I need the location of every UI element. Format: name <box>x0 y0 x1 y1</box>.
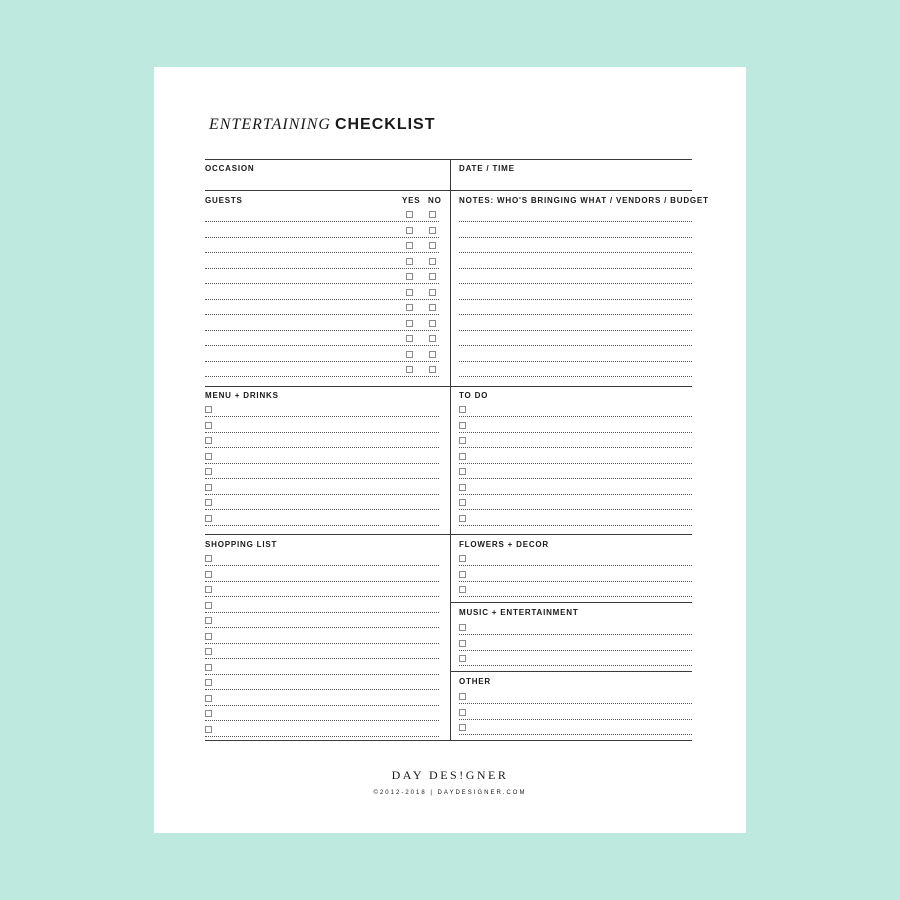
todo-item-line[interactable] <box>459 447 692 448</box>
menu-item-checkbox[interactable] <box>205 437 212 444</box>
notes-line[interactable] <box>459 268 692 269</box>
menu-item-checkbox[interactable] <box>205 406 212 413</box>
shopping-item-checkbox[interactable] <box>205 664 212 671</box>
shopping-item-line[interactable] <box>205 705 439 706</box>
page-title <box>209 114 436 136</box>
notes-line[interactable] <box>459 252 692 253</box>
menu-item-checkbox[interactable] <box>205 499 212 506</box>
title-bold: CHECKLIST <box>334 116 436 133</box>
menu-drinks-label: MENU + DRINKS <box>205 391 279 400</box>
flowers-item-line[interactable] <box>459 565 692 566</box>
guest-yes-checkbox[interactable] <box>406 366 413 373</box>
notes-label: NOTES: WHO'S BRINGING WHAT / VENDORS / BUDGET <box>459 196 709 205</box>
todo-item-checkbox[interactable] <box>459 468 466 475</box>
menu-item-checkbox[interactable] <box>205 453 212 460</box>
other-item-checkbox[interactable] <box>459 693 466 700</box>
shopping-item-line[interactable] <box>205 612 439 613</box>
notes-line[interactable] <box>459 376 692 377</box>
guest-no-checkbox[interactable] <box>429 366 436 373</box>
other-item-line[interactable] <box>459 719 692 720</box>
todo-item-checkbox[interactable] <box>459 406 466 413</box>
other-label: OTHER <box>459 677 491 686</box>
music-item-line[interactable] <box>459 634 692 635</box>
notes-line[interactable] <box>459 345 692 346</box>
menu-item-line[interactable] <box>205 478 439 479</box>
guest-no-checkbox[interactable] <box>429 351 436 358</box>
guest-yes-checkbox[interactable] <box>406 289 413 296</box>
music-item-checkbox[interactable] <box>459 655 466 662</box>
guest-line[interactable] <box>205 221 439 222</box>
copyright-text: ©2012-2018 | DAYDESIGNER.COM <box>373 790 527 796</box>
guest-no-checkbox[interactable] <box>429 304 436 311</box>
shopping-item-line[interactable] <box>205 643 439 644</box>
guest-line[interactable] <box>205 314 439 315</box>
guest-yes-checkbox[interactable] <box>406 211 413 218</box>
flowers-item-checkbox[interactable] <box>459 586 466 593</box>
date-time-label: DATE / TIME <box>459 164 515 173</box>
shopping-item-checkbox[interactable] <box>205 695 212 702</box>
todo-item-line[interactable] <box>459 525 692 526</box>
notes-line[interactable] <box>459 237 692 238</box>
todo-item-line[interactable] <box>459 463 692 464</box>
flowers-item-checkbox[interactable] <box>459 571 466 578</box>
todo-label: TO DO <box>459 391 489 400</box>
guest-no-checkbox[interactable] <box>429 320 436 327</box>
guest-line[interactable] <box>205 345 439 346</box>
flowers-item-line[interactable] <box>459 596 692 597</box>
brand-logo: DAY DES!GNER <box>391 768 509 782</box>
checklist-page <box>154 67 746 833</box>
notes-line[interactable] <box>459 330 692 331</box>
menu-item-line[interactable] <box>205 463 439 464</box>
guest-no-checkbox[interactable] <box>429 273 436 280</box>
todo-item-line[interactable] <box>459 509 692 510</box>
shopping-item-line[interactable] <box>205 689 439 690</box>
section-divider <box>205 159 692 160</box>
shopping-item-checkbox[interactable] <box>205 571 212 578</box>
guest-line[interactable] <box>205 361 439 362</box>
shopping-item-checkbox[interactable] <box>205 633 212 640</box>
menu-item-line[interactable] <box>205 447 439 448</box>
todo-item-line[interactable] <box>459 416 692 417</box>
todo-item-checkbox[interactable] <box>459 499 466 506</box>
todo-item-checkbox[interactable] <box>459 437 466 444</box>
guest-no-checkbox[interactable] <box>429 289 436 296</box>
shopping-item-line[interactable] <box>205 658 439 659</box>
todo-item-checkbox[interactable] <box>459 484 466 491</box>
menu-item-line[interactable] <box>205 432 439 433</box>
shopping-item-checkbox[interactable] <box>205 679 212 686</box>
menu-item-checkbox[interactable] <box>205 515 212 522</box>
guests-label: GUESTS <box>205 196 243 205</box>
guest-no-checkbox[interactable] <box>429 258 436 265</box>
todo-item-checkbox[interactable] <box>459 515 466 522</box>
music-item-checkbox[interactable] <box>459 640 466 647</box>
section-divider <box>205 190 692 191</box>
shopping-item-line[interactable] <box>205 596 439 597</box>
notes-line[interactable] <box>459 283 692 284</box>
flowers-item-checkbox[interactable] <box>459 555 466 562</box>
menu-item-line[interactable] <box>205 509 439 510</box>
guest-no-checkbox[interactable] <box>429 242 436 249</box>
shopping-list-label: SHOPPING LIST <box>205 540 278 549</box>
shopping-item-checkbox[interactable] <box>205 602 212 609</box>
todo-item-checkbox[interactable] <box>459 422 466 429</box>
todo-item-checkbox[interactable] <box>459 453 466 460</box>
title-italic: ENTERTAINING <box>209 116 331 133</box>
notes-line[interactable] <box>459 314 692 315</box>
no-column-label: NO <box>428 196 442 205</box>
shopping-item-line[interactable] <box>205 674 439 675</box>
section-divider <box>450 671 692 672</box>
menu-item-line[interactable] <box>205 494 439 495</box>
guest-line[interactable] <box>205 268 439 269</box>
notes-line[interactable] <box>459 299 692 300</box>
occasion-label: OCCASION <box>205 164 255 173</box>
shopping-item-line[interactable] <box>205 627 439 628</box>
guest-line[interactable] <box>205 283 439 284</box>
menu-item-checkbox[interactable] <box>205 468 212 475</box>
guest-line[interactable] <box>205 237 439 238</box>
flowers-item-line[interactable] <box>459 581 692 582</box>
guest-yes-checkbox[interactable] <box>406 242 413 249</box>
section-divider <box>205 534 692 535</box>
section-divider <box>205 740 692 741</box>
column-divider <box>450 159 451 740</box>
guest-yes-checkbox[interactable] <box>406 227 413 234</box>
shopping-item-line[interactable] <box>205 581 439 582</box>
shopping-item-checkbox[interactable] <box>205 710 212 717</box>
music-item-checkbox[interactable] <box>459 624 466 631</box>
music-entertainment-label: MUSIC + ENTERTAINMENT <box>459 608 579 617</box>
yes-column-label: YES <box>402 196 421 205</box>
guest-yes-checkbox[interactable] <box>406 304 413 311</box>
other-item-checkbox[interactable] <box>459 709 466 716</box>
guest-no-checkbox[interactable] <box>429 211 436 218</box>
guest-yes-checkbox[interactable] <box>406 258 413 265</box>
todo-item-line[interactable] <box>459 432 692 433</box>
guest-yes-checkbox[interactable] <box>406 335 413 342</box>
menu-item-line[interactable] <box>205 416 439 417</box>
todo-item-line[interactable] <box>459 478 692 479</box>
shopping-item-checkbox[interactable] <box>205 555 212 562</box>
flowers-decor-label: FLOWERS + DECOR <box>459 540 550 549</box>
shopping-item-checkbox[interactable] <box>205 648 212 655</box>
menu-item-checkbox[interactable] <box>205 422 212 429</box>
todo-item-line[interactable] <box>459 494 692 495</box>
music-item-line[interactable] <box>459 665 692 666</box>
section-divider <box>205 386 692 387</box>
guest-line[interactable] <box>205 299 439 300</box>
guest-yes-checkbox[interactable] <box>406 273 413 280</box>
menu-item-checkbox[interactable] <box>205 484 212 491</box>
other-item-line[interactable] <box>459 703 692 704</box>
notes-line[interactable] <box>459 221 692 222</box>
guest-no-checkbox[interactable] <box>429 227 436 234</box>
music-item-line[interactable] <box>459 650 692 651</box>
guest-no-checkbox[interactable] <box>429 335 436 342</box>
shopping-item-checkbox[interactable] <box>205 726 212 733</box>
shopping-item-checkbox[interactable] <box>205 617 212 624</box>
other-item-checkbox[interactable] <box>459 724 466 731</box>
other-item-line[interactable] <box>459 734 692 735</box>
guest-line[interactable] <box>205 376 439 377</box>
section-divider <box>450 602 692 603</box>
notes-line[interactable] <box>459 361 692 362</box>
shopping-item-line[interactable] <box>205 736 439 737</box>
menu-item-line[interactable] <box>205 525 439 526</box>
shopping-item-checkbox[interactable] <box>205 586 212 593</box>
shopping-item-line[interactable] <box>205 720 439 721</box>
guest-yes-checkbox[interactable] <box>406 351 413 358</box>
guest-line[interactable] <box>205 330 439 331</box>
guest-line[interactable] <box>205 252 439 253</box>
shopping-item-line[interactable] <box>205 565 439 566</box>
guest-yes-checkbox[interactable] <box>406 320 413 327</box>
